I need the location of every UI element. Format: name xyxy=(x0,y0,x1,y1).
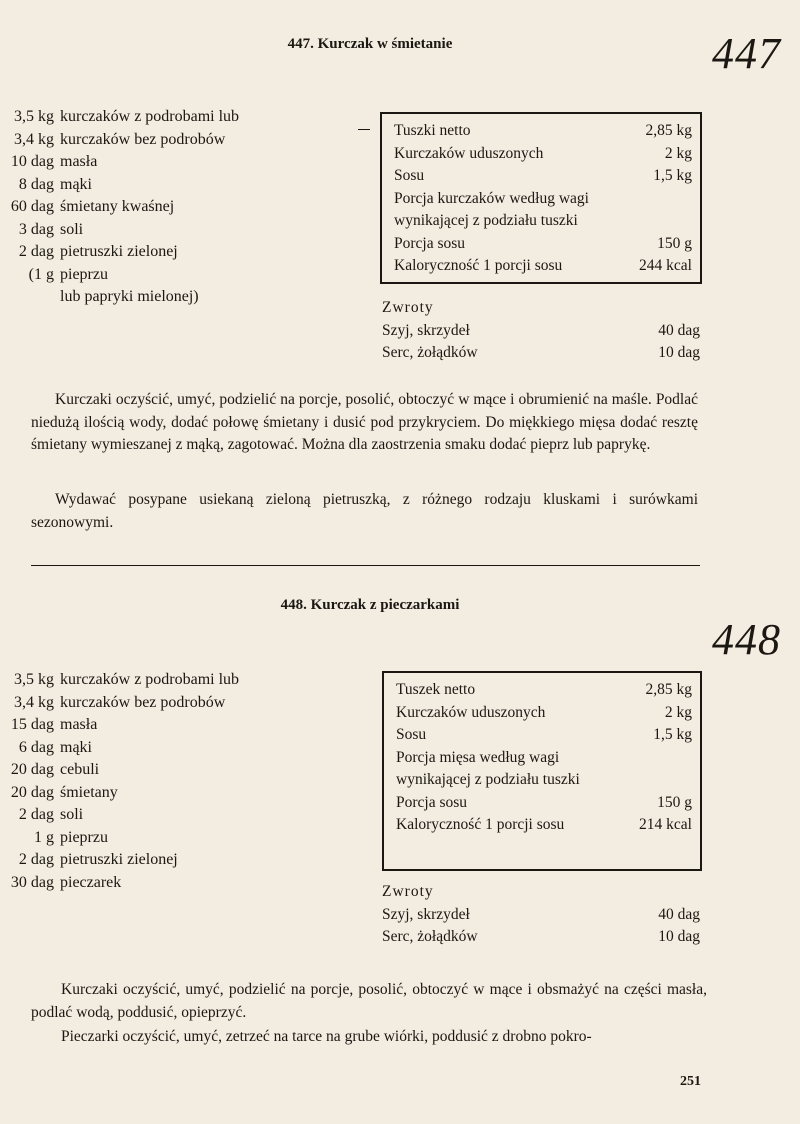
nutrition-row xyxy=(394,120,692,143)
ingredient-row xyxy=(0,759,340,782)
ingredient-name: mąki xyxy=(60,738,92,756)
nutrition-row-label: Tuszki netto xyxy=(394,122,471,139)
nutrition-row-label: Kurczaków uduszonych xyxy=(394,144,544,162)
ingredient-quantity: 20 dag xyxy=(10,783,54,801)
returns-447 xyxy=(382,297,700,365)
ingredient-row xyxy=(0,286,340,309)
nutrition-row-value: 2,85 kg xyxy=(645,681,692,698)
ingredients-list-447 xyxy=(0,106,340,309)
ingredient-quantity: 3,4 kg xyxy=(14,130,54,148)
recipe-title-447: 447. Kurczak w śmietanie xyxy=(287,36,453,52)
nutrition-row-value: 1,5 kg xyxy=(653,167,692,184)
ingredient-row xyxy=(0,849,340,872)
nutrition-row-label: Porcja kurczaków według wagi xyxy=(394,189,589,207)
ingredient-quantity: 3,4 kg xyxy=(14,693,54,711)
returns-row-value: 40 dag xyxy=(658,321,700,339)
returns-title: Zwroty xyxy=(382,299,434,316)
returns-row-value: 40 dag xyxy=(658,905,700,923)
returns-row xyxy=(382,926,700,949)
instructions-448-p1: Kurczaki oczyścić, umyć, podzielić na porcje, posolić, obtoczyć w mące i obsmażyć na części masła, podlać wodą, poddusić, opieprzyć. xyxy=(31,981,707,1021)
ingredient-row xyxy=(0,782,340,805)
ingredient-name: masła xyxy=(60,153,98,170)
ingredient-row xyxy=(0,804,340,827)
ingredient-quantity: 2 dag xyxy=(18,806,54,823)
ingredient-name: śmietany kwaśnej xyxy=(60,198,175,215)
ingredient-name: kurczaków bez podrobów xyxy=(60,130,226,148)
nutrition-row xyxy=(394,255,692,278)
nutrition-row xyxy=(394,188,692,211)
ingredient-name: pietruszki zielonej xyxy=(60,851,178,868)
dash-mark xyxy=(358,129,370,130)
section-divider xyxy=(31,565,700,566)
ingredient-name: pieczarek xyxy=(60,873,122,891)
ingredient-quantity: 2 dag xyxy=(18,243,54,260)
ingredient-row xyxy=(0,872,340,895)
ingredient-name: soli xyxy=(60,806,84,823)
nutrition-row-value: 2 kg xyxy=(664,703,692,721)
ingredient-name: kurczaków z podrobami lub xyxy=(60,108,240,125)
ingredient-quantity: 6 dag xyxy=(18,738,54,756)
ingredient-row xyxy=(0,737,340,760)
nutrition-row-label: Kaloryczność 1 porcji sosu xyxy=(394,257,563,274)
nutrition-row xyxy=(394,210,692,233)
nutrition-row xyxy=(394,165,692,188)
nutrition-row-value: 150 g xyxy=(657,793,692,811)
ingredient-quantity: 15 dag xyxy=(10,716,54,733)
nutrition-row-label: Porcja sosu xyxy=(396,793,468,811)
ingredient-row xyxy=(0,219,340,242)
returns-title: Zwroty xyxy=(382,883,434,900)
nutrition-row-label: Porcja sosu xyxy=(394,234,466,252)
ingredient-row xyxy=(0,669,340,692)
instructions-448-p2: Pieczarki oczyścić, umyć, zetrzeć na tarce na grube wiórki, poddusić z drobno pokro- xyxy=(61,1028,592,1045)
ingredient-name: kurczaków z podrobami lub xyxy=(60,671,240,688)
nutrition-row-value: 2,85 kg xyxy=(645,122,692,139)
nutrition-row xyxy=(394,143,692,166)
ingredient-name: kurczaków bez podrobów xyxy=(60,693,226,711)
nutrition-row-value: 150 g xyxy=(657,234,692,252)
nutrition-box-447 xyxy=(380,112,702,284)
ingredient-quantity: 3,5 kg xyxy=(14,671,54,688)
ingredient-name: pieprzu xyxy=(60,265,108,283)
returns-row-label: Serc, żołądków xyxy=(382,928,478,945)
ingredient-quantity xyxy=(0,286,60,309)
nutrition-row xyxy=(396,679,692,702)
nutrition-row xyxy=(396,747,692,770)
returns-row xyxy=(382,904,700,927)
nutrition-row-value: 244 kcal xyxy=(639,257,692,274)
ingredient-name: masła xyxy=(60,716,98,733)
ingredient-name: pietruszki zielonej xyxy=(60,243,178,260)
returns-row xyxy=(382,342,700,365)
recipe-title-448: 448. Kurczak z pieczarkami xyxy=(280,597,460,613)
returns-row-label: Serc, żołądków xyxy=(382,344,478,361)
ingredient-name: soli xyxy=(60,220,84,238)
nutrition-row-label: wynikającej z podziału tuszki xyxy=(396,771,580,788)
ingredient-name: mąki xyxy=(60,175,92,193)
nutrition-row-label: Sosu xyxy=(394,167,425,184)
ingredient-quantity: 1 g xyxy=(34,828,54,846)
ingredient-row xyxy=(0,241,340,264)
ingredient-row xyxy=(0,174,340,197)
nutrition-row-label: Tuszek netto xyxy=(396,681,476,698)
nutrition-row-value: 214 kcal xyxy=(639,816,692,833)
ingredient-quantity: 10 dag xyxy=(10,153,54,170)
nutrition-box-448 xyxy=(382,671,702,871)
instructions-447-p1: Kurczaki oczyścić, umyć, podzielić na porcje, posolić, obtoczyć w mące i obrumienić na maśle. Podlać niedużą ilością wody, dodać połowę śmietany i dusić pod przykryciem. Do miękkiego mięsa dodać resztę śmietany wymieszanej z mąką, zagotować. Można dla zaostrzenia smaku dodać pieprz lub paprykę. xyxy=(31,391,698,453)
ingredient-row xyxy=(0,827,340,850)
ingredient-quantity: 8 dag xyxy=(18,175,54,193)
ingredient-row xyxy=(0,196,340,219)
ingredient-row xyxy=(0,129,340,152)
nutrition-row-value: 1,5 kg xyxy=(653,726,692,743)
nutrition-row-label: wynikającej z podziału tuszki xyxy=(394,212,578,229)
returns-row-value: 10 dag xyxy=(658,344,700,361)
nutrition-row xyxy=(396,769,692,792)
ingredient-quantity: 20 dag xyxy=(10,761,54,778)
ingredient-quantity: (1 g xyxy=(28,265,54,283)
ingredient-row xyxy=(0,264,340,287)
ingredient-name: pieprzu xyxy=(60,828,108,846)
nutrition-row xyxy=(394,233,692,256)
ingredient-quantity: 3,5 kg xyxy=(14,108,54,125)
nutrition-row-label: Kaloryczność 1 porcji sosu xyxy=(396,816,565,833)
recipe-number-447: 447 xyxy=(712,29,781,78)
nutrition-row xyxy=(396,792,692,815)
instructions-447-p2: Wydawać posypane usiekaną zieloną pietruszką, z różnego rodzaju kluskami i surówkami sezonowymi. xyxy=(31,491,698,531)
ingredient-row xyxy=(0,151,340,174)
ingredient-quantity: 60 dag xyxy=(10,198,54,215)
ingredient-row xyxy=(0,714,340,737)
returns-row xyxy=(382,320,700,343)
page-number: 251 xyxy=(680,1074,701,1089)
nutrition-row xyxy=(396,702,692,725)
nutrition-row-label: Kurczaków uduszonych xyxy=(396,703,546,721)
ingredient-name: lub papryki mielonej) xyxy=(60,288,199,305)
returns-448 xyxy=(382,881,700,949)
ingredients-list-448 xyxy=(0,669,340,894)
ingredient-row xyxy=(0,106,340,129)
ingredient-name: cebuli xyxy=(60,761,100,778)
ingredient-quantity: 30 dag xyxy=(10,873,54,891)
returns-row-label: Szyj, skrzydeł xyxy=(382,905,470,923)
ingredient-quantity: 3 dag xyxy=(18,220,54,238)
returns-row-value: 10 dag xyxy=(658,928,700,945)
nutrition-row-label: Sosu xyxy=(396,726,427,743)
returns-row-label: Szyj, skrzydeł xyxy=(382,321,470,339)
ingredient-quantity: 2 dag xyxy=(18,851,54,868)
nutrition-row-label: Porcja mięsa według wagi xyxy=(396,748,560,766)
ingredient-name: śmietany xyxy=(60,783,118,801)
ingredient-row xyxy=(0,692,340,715)
nutrition-row xyxy=(396,814,692,837)
nutrition-row xyxy=(396,724,692,747)
recipe-number-448: 448 xyxy=(712,615,781,664)
nutrition-row-value: 2 kg xyxy=(664,144,692,162)
